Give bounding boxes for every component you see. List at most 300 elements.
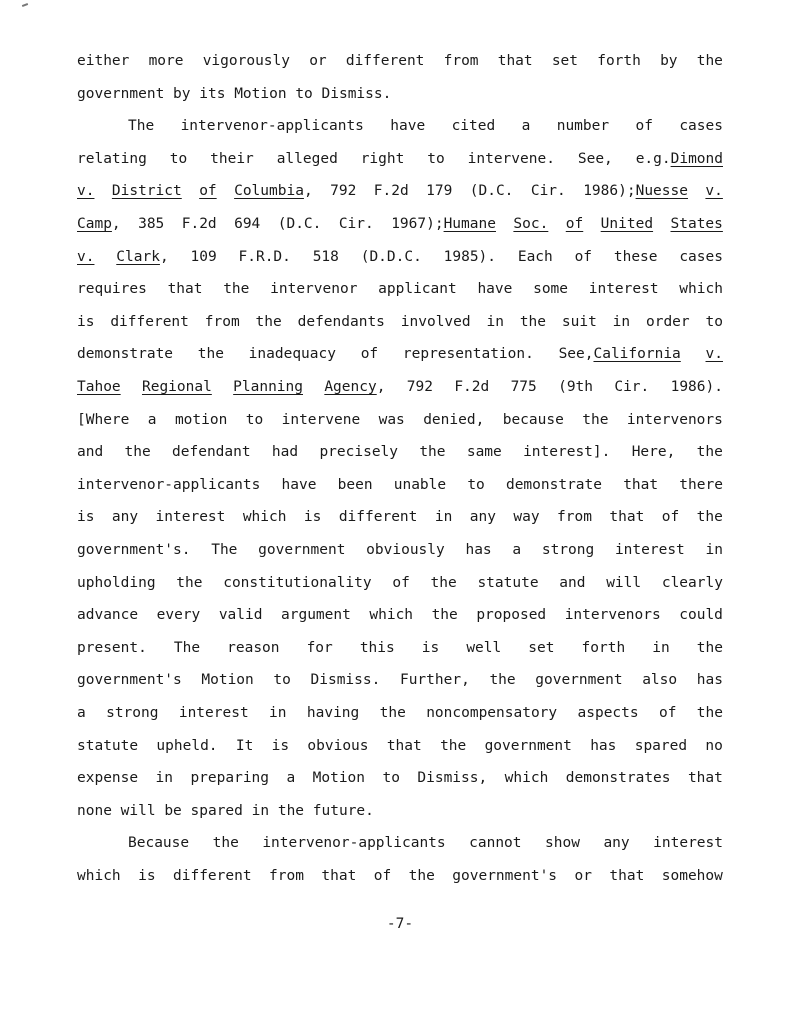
text-run: by: [173, 85, 191, 102]
text-run: the: [124, 444, 151, 461]
text-run: to: [382, 770, 400, 787]
word: [273, 669, 290, 691]
text-run: have: [281, 476, 317, 493]
text-run: F.2d: [454, 379, 490, 395]
text-line: [77, 539, 723, 561]
text-run: any: [603, 835, 630, 852]
text-run: [Where: [77, 411, 130, 428]
word: [172, 441, 251, 463]
text-run: relating: [77, 150, 147, 167]
text-run: Dismiss,: [417, 770, 488, 787]
text-run: interest: [653, 835, 723, 852]
word: [77, 83, 164, 105]
word: [149, 50, 184, 72]
text-run: 1986);: [583, 183, 636, 200]
word: [623, 474, 658, 496]
text-run: demonstrate: [77, 346, 174, 363]
text-run: none: [77, 802, 112, 819]
text-run: ,: [111, 216, 121, 232]
word: [559, 343, 681, 365]
text-run: ,: [376, 379, 386, 395]
text-run: in: [612, 313, 631, 330]
word: [454, 376, 489, 398]
text-run: strong: [106, 705, 159, 721]
text-run: Motion: [312, 770, 366, 787]
text-run: See,: [577, 150, 613, 167]
word: [444, 50, 479, 72]
word: [366, 539, 445, 561]
text-run: a: [512, 542, 522, 558]
word: [282, 474, 317, 496]
text-run: the: [379, 705, 406, 721]
text-run: government: [77, 85, 165, 102]
text-run: order: [645, 313, 690, 330]
text-line: [77, 702, 723, 724]
page-number: -7-: [386, 916, 414, 932]
word: [401, 311, 471, 333]
text-run: in: [251, 802, 270, 819]
text-run: of: [635, 118, 653, 135]
word: [627, 409, 723, 431]
text-run: more: [148, 53, 184, 69]
text-run: right: [360, 150, 405, 167]
text-run: is: [421, 639, 440, 656]
text-run: interest: [155, 509, 226, 526]
text-run: demonstrate: [505, 476, 602, 493]
word: [181, 115, 364, 137]
word: [338, 474, 373, 496]
text-run: It: [235, 737, 254, 754]
text-run: way: [513, 509, 540, 526]
text-line: [77, 213, 723, 235]
text-run: intervenor-applicants: [77, 476, 261, 493]
word: [706, 311, 723, 333]
word: [262, 832, 445, 854]
text-line: [77, 50, 723, 72]
text-run: is: [303, 509, 322, 526]
word: [513, 213, 548, 235]
text-line: [128, 115, 723, 137]
text-run: intervene: [281, 411, 361, 428]
text-run: same: [466, 444, 502, 461]
text-run: constitutionality: [223, 574, 372, 591]
word: [286, 767, 295, 789]
word: [467, 441, 502, 463]
text-run: the: [212, 835, 239, 852]
word: [307, 735, 368, 757]
word: [662, 506, 679, 528]
word: [125, 441, 151, 463]
text-run: from: [204, 313, 240, 330]
text-run: which: [369, 607, 414, 624]
word: [77, 865, 121, 887]
word: [272, 441, 298, 463]
text-run: defendants: [297, 313, 385, 330]
text-run: have: [390, 118, 426, 135]
word: [636, 148, 723, 170]
text-run: 1985).: [443, 248, 497, 265]
text-run: unable: [393, 476, 447, 493]
case-citation: of: [199, 183, 217, 200]
word: [77, 572, 156, 594]
word: [309, 50, 326, 72]
text-run: involved: [400, 313, 471, 330]
text-run: (9th: [558, 379, 594, 395]
case-citation: States: [670, 216, 723, 232]
text-run: this: [359, 639, 395, 656]
word: [233, 376, 303, 398]
word: [697, 669, 723, 691]
text-run: interest: [614, 542, 685, 558]
text-run: have: [477, 281, 513, 298]
word: [330, 180, 356, 202]
text-run: advance: [77, 607, 139, 624]
word: [468, 148, 555, 170]
text-run: the: [696, 444, 723, 461]
word: [566, 767, 671, 789]
word: [452, 115, 496, 137]
word: [243, 506, 287, 528]
word: [465, 539, 491, 561]
text-run: cases: [679, 248, 723, 265]
word: [190, 767, 269, 789]
word: [632, 441, 676, 463]
text-run: alleged: [276, 150, 338, 167]
case-citation: United: [600, 216, 654, 232]
text-run: that: [609, 509, 645, 526]
word: [419, 441, 445, 463]
text-run: some: [533, 281, 569, 298]
text-run: Here,: [631, 444, 676, 461]
text-line: [77, 637, 723, 659]
text-run: of: [373, 868, 392, 884]
text-run: denied,: [423, 411, 485, 428]
word: [234, 180, 313, 202]
word: [239, 246, 291, 268]
word: [679, 474, 723, 496]
text-run: motion: [174, 411, 228, 428]
word: [440, 735, 466, 757]
text-run: is: [77, 313, 95, 330]
case-citation: Clark: [116, 248, 160, 265]
text-run: obvious: [307, 737, 369, 754]
text-run: government's: [77, 672, 182, 689]
word: [697, 637, 723, 659]
case-citation: v.: [77, 248, 95, 265]
word: [77, 180, 94, 202]
text-run: Dismiss.: [321, 85, 392, 102]
text-run: statute: [477, 574, 539, 591]
word: [213, 832, 239, 854]
word: [77, 637, 147, 659]
word: [426, 702, 557, 724]
word: [198, 343, 224, 365]
word: [374, 180, 409, 202]
word: [128, 115, 154, 137]
word: [518, 246, 553, 268]
text-run: present.: [77, 639, 147, 656]
word: [679, 115, 723, 137]
text-run: that: [609, 868, 645, 884]
word: [422, 637, 439, 659]
word: [545, 832, 580, 854]
text-run: the: [277, 802, 305, 819]
word: [173, 865, 252, 887]
text-run: that: [687, 770, 723, 787]
text-run: a: [77, 705, 86, 721]
text-run: because: [502, 411, 564, 428]
text-run: to: [169, 150, 188, 167]
word: [653, 832, 723, 854]
word: [168, 278, 203, 300]
word: [361, 246, 422, 268]
word: [234, 83, 286, 105]
word: [142, 376, 212, 398]
text-run: demonstrates: [565, 770, 671, 787]
text-run: the: [430, 574, 457, 591]
text-run: e.g.: [635, 150, 671, 167]
text-run: that: [623, 476, 659, 493]
word: [77, 800, 112, 822]
word: [671, 376, 723, 398]
text-run: and: [559, 574, 586, 591]
text-run: the: [255, 313, 282, 330]
text-run: government's: [452, 868, 558, 884]
word: [662, 865, 723, 887]
word: [400, 669, 470, 691]
text-run: in: [269, 705, 287, 721]
text-run: Cir.: [614, 379, 650, 395]
word: [378, 278, 457, 300]
word: [77, 376, 121, 398]
text-run: the: [440, 737, 467, 754]
text-run: different: [173, 868, 252, 884]
text-run: of: [392, 574, 410, 591]
text-run: intervenors: [564, 607, 661, 624]
text-run: is: [77, 509, 95, 526]
word: [252, 800, 269, 822]
word: [304, 506, 321, 528]
word: [635, 115, 652, 137]
text-run: argument: [281, 607, 351, 624]
text-run: to: [273, 672, 291, 689]
word: [112, 506, 138, 528]
word: [203, 50, 290, 72]
case-citation: Planning: [233, 379, 303, 395]
text-run: to: [427, 150, 445, 167]
word: [77, 604, 138, 626]
word: [557, 506, 592, 528]
text-run: of: [360, 346, 379, 363]
word: [589, 278, 659, 300]
text-run: be: [164, 802, 182, 819]
word: [148, 409, 157, 431]
word: [319, 441, 398, 463]
text-run: cited: [451, 118, 496, 135]
word: [77, 213, 121, 235]
word: [432, 604, 458, 626]
text-run: obviously: [366, 542, 445, 558]
text-run: the: [696, 53, 723, 69]
word: [179, 702, 249, 724]
text-run: F.R.D.: [238, 248, 291, 265]
word: [575, 246, 592, 268]
text-run: statute: [77, 737, 139, 754]
text-run: which: [77, 868, 121, 884]
text-run: of: [661, 509, 680, 526]
word: [531, 180, 566, 202]
text-line: [77, 800, 723, 822]
text-run: which: [504, 770, 549, 787]
word: [190, 246, 216, 268]
word: [606, 572, 641, 594]
text-line: [77, 148, 723, 170]
word: [558, 376, 593, 398]
text-run: preparing: [190, 770, 270, 787]
text-run: the: [696, 639, 723, 656]
word: [452, 865, 557, 887]
word: [427, 148, 444, 170]
case-citation: v.: [705, 346, 723, 363]
word: [156, 735, 217, 757]
word: [295, 83, 312, 105]
text-run: no: [705, 737, 723, 754]
text-run: that: [167, 281, 203, 298]
text-run: cannot: [469, 835, 522, 852]
case-citation: Nuesse: [635, 183, 688, 200]
word: [157, 604, 201, 626]
word: [77, 50, 129, 72]
case-citation: Regional: [141, 379, 212, 395]
word: [590, 735, 616, 757]
word: [313, 246, 339, 268]
word: [77, 506, 94, 528]
text-run: 694: [234, 216, 261, 232]
text-run: vigorously: [202, 53, 290, 69]
text-run: the: [176, 574, 203, 591]
text-run: upheld.: [156, 737, 218, 754]
word: [269, 702, 286, 724]
word: [339, 213, 374, 235]
text-run: a: [521, 118, 531, 135]
text-run: to: [245, 411, 264, 428]
text-run: ,: [159, 248, 169, 265]
word: [615, 539, 685, 561]
word: [106, 702, 158, 724]
case-citation: District: [111, 183, 182, 200]
word: [705, 180, 722, 202]
word: [313, 800, 374, 822]
word: [513, 506, 539, 528]
word: [444, 246, 496, 268]
word: [258, 539, 345, 561]
text-line: [77, 572, 723, 594]
text-run: reason: [227, 639, 280, 656]
word: [706, 343, 723, 365]
text-run: (D.C.: [277, 216, 322, 232]
text-run: there: [679, 476, 723, 493]
word: [128, 832, 189, 854]
word: [307, 637, 333, 659]
word: [322, 83, 392, 105]
text-run: the: [431, 607, 458, 624]
text-run: is: [138, 868, 156, 884]
word: [270, 278, 357, 300]
text-run: any: [111, 509, 139, 526]
word: [552, 50, 578, 72]
word: [671, 213, 723, 235]
word: [321, 865, 356, 887]
word: [77, 735, 138, 757]
text-run: Each: [517, 248, 553, 265]
word: [403, 343, 534, 365]
text-run: will: [120, 802, 156, 819]
word: [679, 604, 723, 626]
word: [578, 148, 613, 170]
word: [659, 702, 676, 724]
text-run: strong: [541, 542, 595, 558]
text-run: 179: [426, 183, 453, 200]
text-run: government: [484, 737, 572, 754]
word: [246, 409, 263, 431]
word: [219, 604, 263, 626]
word: [391, 213, 496, 235]
word: [609, 506, 644, 528]
word: [269, 865, 304, 887]
word: [170, 148, 187, 170]
text-run: interest: [178, 705, 249, 721]
word: [379, 409, 405, 431]
text-run: intervenor: [270, 281, 358, 298]
word: [476, 604, 546, 626]
word: [223, 572, 371, 594]
text-run: forth: [581, 639, 626, 656]
text-run: of: [574, 248, 593, 265]
text-run: The: [211, 542, 238, 558]
text-run: any: [469, 509, 496, 526]
text-line: [128, 832, 723, 854]
word: [435, 506, 452, 528]
text-run: 109: [190, 248, 217, 265]
text-run: from: [443, 53, 479, 69]
word: [387, 735, 422, 757]
text-run: spared: [190, 802, 243, 819]
word: [369, 604, 413, 626]
word: [361, 148, 405, 170]
word: [77, 441, 103, 463]
text-run: valid: [218, 607, 263, 624]
word: [281, 604, 351, 626]
word: [635, 735, 687, 757]
text-run: (D.D.C.: [360, 248, 422, 265]
word: [662, 572, 723, 594]
word: [489, 669, 515, 691]
word: [520, 311, 546, 333]
text-line: [77, 278, 723, 300]
text-line: [77, 604, 723, 626]
case-citation: Agency: [324, 379, 377, 395]
text-run: clearly: [661, 574, 723, 591]
text-run: its: [199, 85, 226, 102]
word: [614, 376, 649, 398]
text-run: Cir.: [530, 183, 566, 200]
word: [278, 213, 322, 235]
word: [470, 506, 496, 528]
word: [210, 148, 254, 170]
word: [77, 767, 138, 789]
word: [182, 213, 217, 235]
text-run: in: [155, 770, 174, 787]
